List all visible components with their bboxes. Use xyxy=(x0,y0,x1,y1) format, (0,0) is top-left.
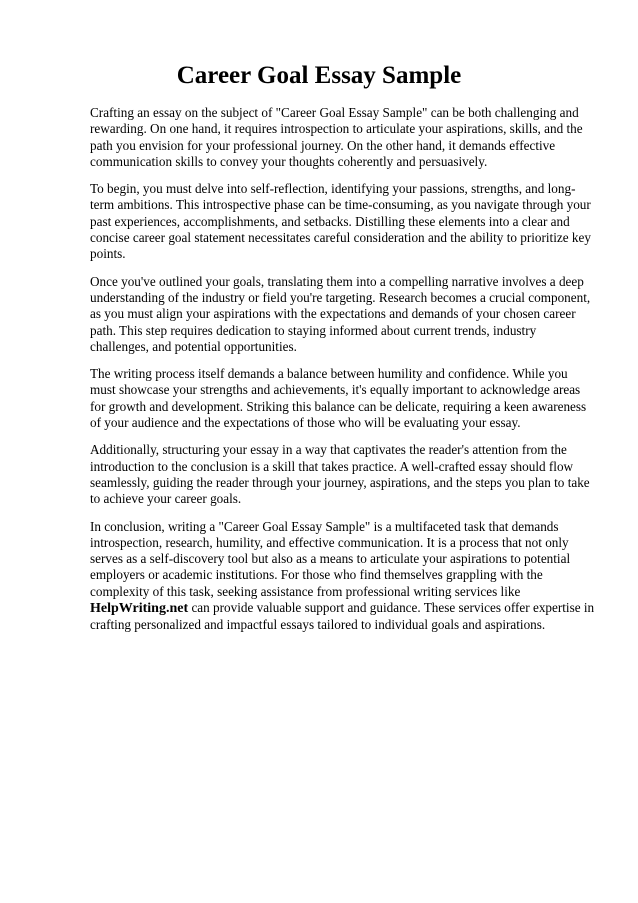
paragraph-research: Once you've outlined your goals, translating them into a compelling narrative involves a deep understanding of the industry or field you're targeting. Research becomes a crucial component, as you must align your aspirations with the expectations and demands of your chosen career path. This step requires dedication to staying informed about current trends, industry challenges, and potential opportunities. xyxy=(90,273,591,354)
paragraph-structure: Additionally, structuring your essay in a way that captivates the reader's attention from the introduction to the conclusion is a skill that takes practice. A well-crafted essay should flow seamlessly, guiding the reader through your journey, aspirations, and the steps you plan to take to achieve your career goals. xyxy=(90,442,590,507)
conclusion-text-end: can provide valuable support and guidance. These services offer expertise in crafting personalized and impactful essays tailored to individual goals and aspirations. xyxy=(90,600,595,633)
paragraph-self-reflection: To begin, you must delve into self-reflection, identifying your passions, strengths, and long-term ambitions. This introspective phase can be time-consuming, as you navigate through your past experiences, accomplishments, and setbacks. Distilling these elements into a clear and concise career goal statement necessitates careful consideration and the ability to prioritize key points. xyxy=(90,181,591,262)
paragraph-intro: Crafting an essay on the subject of "Career Goal Essay Sample" can be both challenging and rewarding. On one hand, it requires introspection to articulate your aspirations, skills, and the path you envision for your professional journey. On the other hand, it demands effective communication skills to convey your thoughts coherently and persuasively. xyxy=(90,105,583,169)
conclusion-text-start: In conclusion, writing a "Career Goal Essay Sample" is a multifaceted task that demands introspection, research, humility, and effective communication. It is a process that not only serves as a self-discovery tool but also as a means to articulate your aspirations to potential employers or academic institutions. For those who find themselves grappling with the complexity of this task, seeking assistance from professional writing services like xyxy=(90,518,571,599)
helpwriting-link[interactable]: HelpWriting.net xyxy=(90,601,189,617)
paragraph-conclusion xyxy=(90,519,595,634)
page-title: Career Goal Essay Sample xyxy=(176,62,462,89)
paragraph-writing-process: The writing process itself demands a balance between humility and confidence. While you must showcase your strengths and achievements, it's equally important to acknowledge areas for growth and development. Striking this balance can be delicate, requiring a keen awareness of your audience and the expectations of those who will be evaluating your essay. xyxy=(90,366,587,431)
essay-body xyxy=(90,105,595,645)
